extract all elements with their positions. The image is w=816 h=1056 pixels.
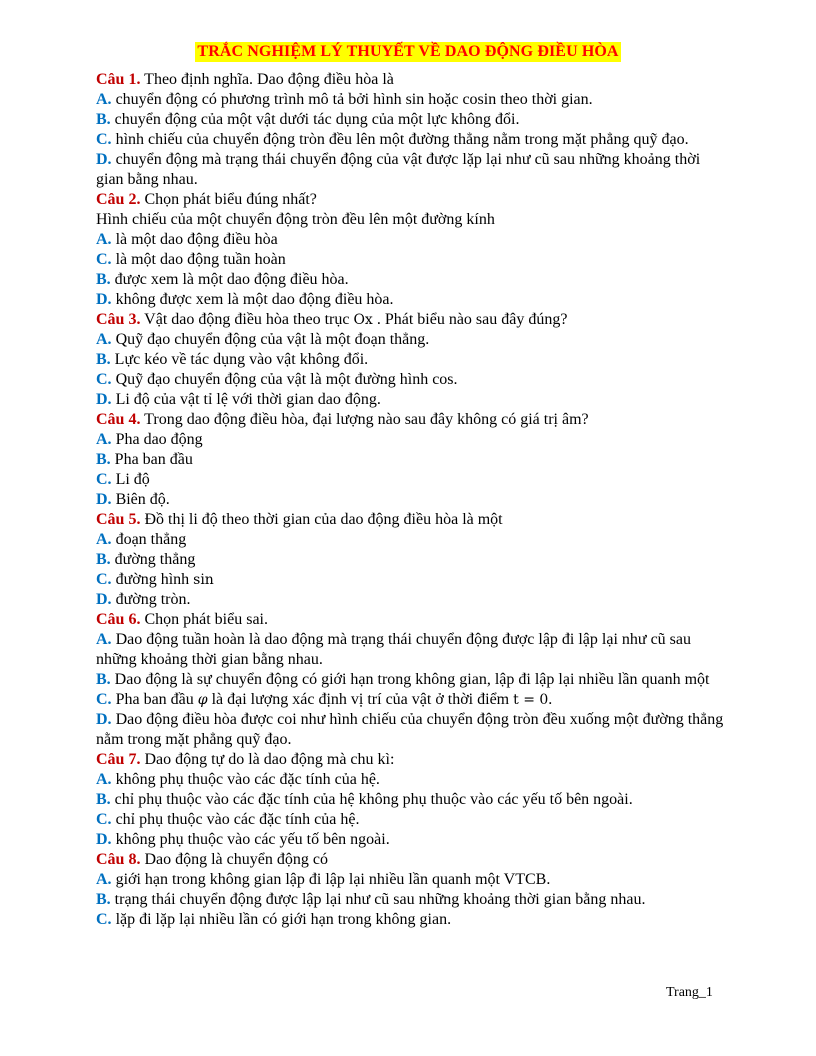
- option-text: đường hình: [115, 571, 190, 588]
- option-label: C.: [96, 811, 112, 828]
- option: [96, 390, 724, 410]
- option-label: A.: [96, 771, 112, 788]
- option-label: A.: [96, 331, 112, 348]
- option: [96, 710, 724, 750]
- option-text: là một dao động điều hòa: [115, 231, 278, 248]
- question-label: Câu 4.: [96, 411, 141, 428]
- option-label: C.: [96, 911, 112, 928]
- option-text: Pha ban đầu: [115, 691, 194, 708]
- question-text: Dao động tự do là dao động mà chu kì:: [144, 751, 395, 768]
- question-text: Dao động là chuyển động có: [144, 851, 328, 868]
- option-label: D.: [96, 391, 112, 408]
- option: [96, 690, 724, 710]
- question-label: Câu 6.: [96, 611, 141, 628]
- option-label: B.: [96, 351, 111, 368]
- option-label: C.: [96, 131, 112, 148]
- option: [96, 350, 724, 370]
- option: [96, 150, 724, 190]
- option-text: Lực kéo về tác dụng vào vật không đổi.: [114, 351, 369, 368]
- option: [96, 670, 724, 690]
- option-text: Dao động tuần hoàn là dao động mà trạng thái chuyển động được lập đi lập lại như cũ sau những khoảng thời gian bằng nhau.: [96, 631, 691, 668]
- option-text: Pha dao động: [115, 431, 203, 448]
- question-text: Chọn phát biểu đúng nhất?: [144, 191, 317, 208]
- option: [96, 110, 724, 130]
- option: [96, 590, 724, 610]
- title-wrapper: [0, 42, 816, 62]
- option-label: A.: [96, 531, 112, 548]
- option: [96, 530, 724, 550]
- option-text: chuyển động mà trạng thái chuyển động của vật được lặp lại như cũ sau những khoảng thời gian bằng nhau.: [96, 151, 701, 188]
- option-label: B.: [96, 791, 111, 808]
- option-label: B.: [96, 671, 111, 688]
- option: [96, 890, 724, 910]
- option-label: D.: [96, 711, 112, 728]
- option-label: C.: [96, 471, 112, 488]
- option: [96, 270, 724, 290]
- option-text: là đại lượng xác định vị trí của vật ở thời điểm: [211, 691, 510, 708]
- option-label: D.: [96, 151, 112, 168]
- option: [96, 450, 724, 470]
- option-label: A.: [96, 431, 112, 448]
- option-label: A.: [96, 631, 112, 648]
- option-label: D.: [96, 491, 112, 508]
- option: [96, 370, 724, 390]
- option: [96, 910, 724, 930]
- question-label: Câu 5.: [96, 511, 141, 528]
- option-text: Quỹ đạo chuyển động của vật là một đường hình cos.: [115, 371, 458, 388]
- option: [96, 570, 724, 590]
- option-text: chỉ phụ thuộc vào các đặc tính của hệ không phụ thuộc vào các yếu tố bên ngoài.: [114, 791, 633, 808]
- option-label: B.: [96, 271, 111, 288]
- question-text: Theo định nghĩa. Dao động điều hòa là: [144, 71, 394, 88]
- option: [96, 550, 724, 570]
- option-label: B.: [96, 111, 111, 128]
- option-text: trạng thái chuyển động được lập lại như cũ sau những khoảng thời gian bằng nhau.: [114, 891, 646, 908]
- phi-symbol: φ: [197, 692, 208, 708]
- option-text: chỉ phụ thuộc vào các đặc tính của hệ.: [115, 811, 360, 828]
- question-label: Câu 2.: [96, 191, 141, 208]
- option-text: .: [548, 691, 553, 708]
- option: [96, 230, 724, 250]
- option-text: đường tròn.: [115, 591, 191, 608]
- option-label: C.: [96, 571, 112, 588]
- option: [96, 130, 724, 150]
- option-text: đường thẳng: [114, 551, 196, 568]
- math-expression: Ox: [353, 312, 373, 328]
- option-text: Li độ: [115, 471, 150, 488]
- question-text: Đồ thị li độ theo thời gian của dao động điều hòa là một: [144, 511, 503, 528]
- option-label: A.: [96, 231, 112, 248]
- math-expression: t = 0: [513, 692, 549, 708]
- question-label: Câu 8.: [96, 851, 141, 868]
- option-label: D.: [96, 291, 112, 308]
- option-text: đoạn thẳng: [115, 531, 187, 548]
- option: [96, 790, 724, 810]
- option: [96, 830, 724, 850]
- question-subtext: Hình chiếu của một chuyển động tròn đều lên một đường kính: [96, 211, 495, 228]
- option: [96, 250, 724, 270]
- option-text: hình chiếu của chuyển động tròn đều lên một đường thẳng nằm trong mặt phẳng quỹ đạo.: [115, 131, 689, 148]
- option: [96, 470, 724, 490]
- option: [96, 290, 724, 310]
- option: [96, 770, 724, 790]
- option: [96, 430, 724, 450]
- question-7: [96, 750, 724, 770]
- option-text: được xem là một dao động điều hòa.: [114, 271, 349, 288]
- option-label: C.: [96, 371, 112, 388]
- option-text: không phụ thuộc vào các yếu tố bên ngoài.: [115, 831, 390, 848]
- question-2: [96, 190, 724, 210]
- option: [96, 870, 724, 890]
- option-text: chuyển động của một vật dưới tác dụng của một lực không đổi.: [114, 111, 520, 128]
- option-text: không phụ thuộc vào các đặc tính của hệ.: [115, 771, 380, 788]
- question-text: Vật dao động điều hòa theo trục: [144, 311, 350, 328]
- option: [96, 490, 724, 510]
- page-title: TRẮC NGHIỆM LÝ THUYẾT VỀ DAO ĐỘNG ĐIỀU HÒA: [197, 43, 619, 60]
- option: [96, 90, 724, 110]
- question-list: [96, 70, 724, 930]
- option: [96, 630, 724, 670]
- option: [96, 330, 724, 350]
- question-label: Câu 1.: [96, 71, 141, 88]
- page-number: Trang_1: [666, 985, 713, 1000]
- option-label: C.: [96, 691, 112, 708]
- option-label: B.: [96, 891, 111, 908]
- option-text: Dao động điều hòa được coi như hình chiếu của chuyển động tròn đều xuống một đường thẳng nằm trong mặt phẳng quỹ đạo.: [96, 711, 724, 748]
- option-label: A.: [96, 91, 112, 108]
- question-text: . Phát biểu nào sau đây đúng?: [376, 311, 568, 328]
- option-text: giới hạn trong không gian lập đi lập lại nhiều lần quanh một VTCB.: [115, 871, 551, 888]
- option-label: D.: [96, 831, 112, 848]
- question-label: Câu 7.: [96, 751, 141, 768]
- option-label: A.: [96, 871, 112, 888]
- question-3: [96, 310, 724, 330]
- question-4: [96, 410, 724, 430]
- option-text: Pha ban đầu: [114, 451, 193, 468]
- option-text: Quỹ đạo chuyển động của vật là một đoạn thẳng.: [115, 331, 430, 348]
- option-text: Dao động là sự chuyển động có giới hạn trong không gian, lập đi lập lại nhiều lần quanh một: [114, 671, 710, 688]
- question-text: Trong dao động điều hòa, đại lượng nào sau đây không có giá trị âm?: [144, 411, 589, 428]
- question-1: [96, 70, 724, 90]
- option: [96, 810, 724, 830]
- option-label: B.: [96, 451, 111, 468]
- question-text: Chọn phát biểu sai.: [144, 611, 268, 628]
- option-label: B.: [96, 551, 111, 568]
- question-8: [96, 850, 724, 870]
- question-6: [96, 610, 724, 630]
- option-text: không được xem là một dao động điều hòa.: [115, 291, 394, 308]
- math-expression: sin: [193, 572, 214, 588]
- option-text: chuyển động có phương trình mô tả bởi hình sin hoặc cosin theo thời gian.: [115, 91, 593, 108]
- option-text: là một dao động tuần hoàn: [115, 251, 286, 268]
- option-text: Li độ của vật tỉ lệ với thời gian dao động.: [115, 391, 381, 408]
- option-text: Biên độ.: [115, 491, 170, 508]
- question-label: Câu 3.: [96, 311, 141, 328]
- option-text: lặp đi lặp lại nhiều lần có giới hạn trong không gian.: [115, 911, 452, 928]
- question-5: [96, 510, 724, 530]
- option-label: C.: [96, 251, 112, 268]
- option-label: D.: [96, 591, 112, 608]
